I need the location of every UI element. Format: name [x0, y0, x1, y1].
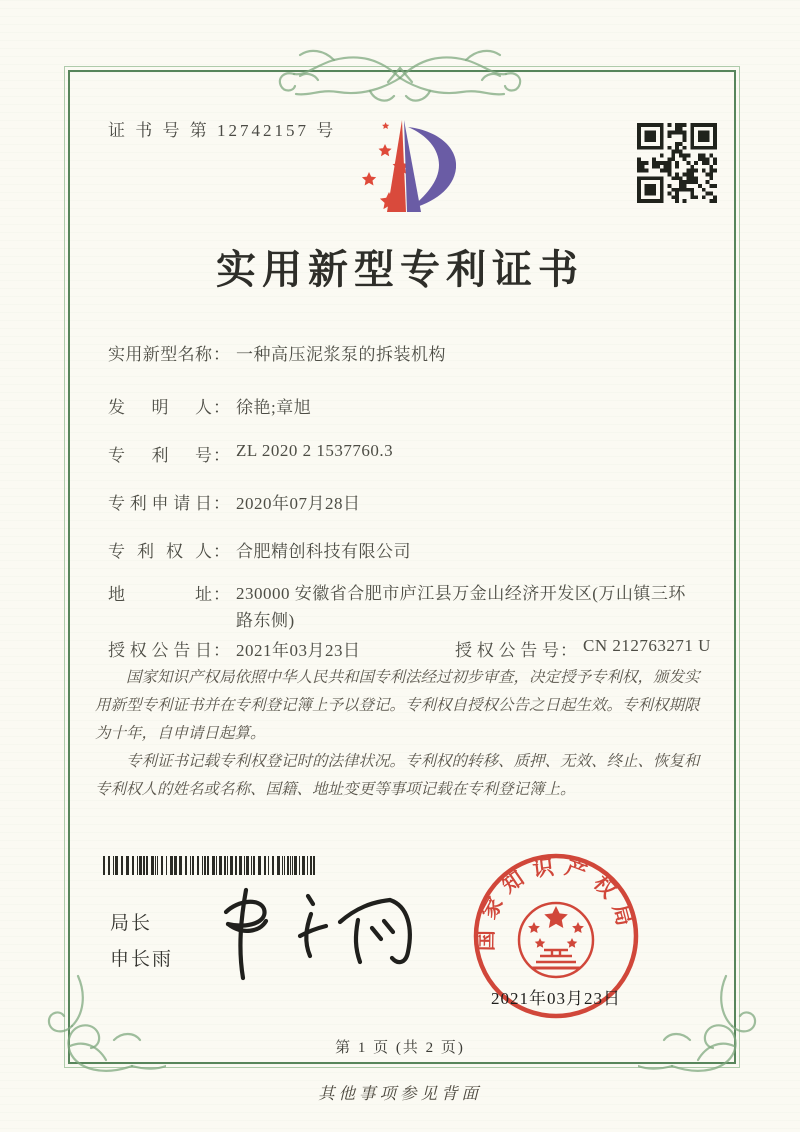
- field-value-patent-number: ZL 2020 2 1537760.3: [236, 441, 394, 460]
- field-label: 专利号: [108, 446, 212, 465]
- field-label: 授权公告号: [455, 641, 559, 660]
- signer-name: 申长雨: [110, 949, 174, 970]
- field-value-patentee: 合肥精创科技有限公司: [236, 542, 411, 561]
- field-row-invention-name: 实用新型名称： 一种高压泥浆泵的拆装机构: [108, 340, 446, 365]
- field-value-invention-name: 一种高压泥浆泵的拆装机构: [236, 345, 446, 364]
- seal-text: 国家知识产权局: [473, 854, 640, 952]
- legal-paragraph-2: 专利证书记载专利权登记时的法律状况。专利权的转移、质押、无效、终止、恢复和专利权人的姓名或名称、国籍、地址变更等事项记载在专利登记簿上。: [95, 752, 700, 798]
- qr-code: [637, 123, 717, 203]
- back-note: 其他事项参见背面: [318, 1084, 482, 1103]
- certificate-number: 证 书 号 第 12742157 号: [108, 121, 337, 140]
- field-row-patentee: 专利权人： 合肥精创科技有限公司: [108, 537, 411, 562]
- field-value-grant-number: CN 212763271 U: [583, 636, 711, 655]
- field-label: 专利申请日: [108, 494, 212, 513]
- field-label: 地址: [108, 585, 212, 604]
- page-number: 第 1 页 (共 2 页): [335, 1040, 465, 1056]
- legal-paragraph-1: 国家知识产权局依照中华人民共和国专利法经过初步审查，决定授予专利权，颁发实用新型专利证书并在专利登记簿上予以登记。专利权自授权公告之日起生效。专利权期限为十年，自申请日起算。: [95, 669, 700, 742]
- field-value-grant-date: 2021年03月23日: [236, 641, 361, 660]
- field-value-filing-date: 2020年07月28日: [236, 494, 361, 513]
- signer-title: 局长: [110, 913, 153, 934]
- field-pair-grant-number: 授权公告号： CN 212763271 U: [455, 636, 711, 660]
- field-row-inventor: 发明人： 徐艳;章旭: [108, 393, 311, 418]
- certificate-title: 实用新型专利证书: [216, 247, 584, 292]
- field-value-inventor: 徐艳;章旭: [236, 398, 312, 417]
- field-label: 专利权人: [108, 542, 212, 561]
- field-row-filing-date: 专利申请日： 2020年07月28日: [108, 489, 361, 514]
- field-value-address: 230000 安徽省合肥市庐江县万金山经济开发区(万山镇三环路东侧): [236, 584, 686, 631]
- national-emblem-icon: [519, 903, 593, 977]
- field-label: 实用新型名称: [108, 345, 212, 364]
- cnipa-logo-icon: [345, 110, 465, 240]
- field-row-patent-number: 专利号： ZL 2020 2 1537760.3: [108, 441, 394, 465]
- seal-date: 2021年03月23日: [491, 989, 621, 1008]
- field-label: 发明人: [108, 398, 212, 417]
- signature-icon: [212, 876, 422, 994]
- field-label: 授权公告日: [108, 641, 212, 660]
- field-row-address: 地址： 230000 安徽省合肥市庐江县万金山经济开发区(万山镇三环路东侧): [108, 580, 686, 634]
- legal-text: [95, 664, 709, 803]
- barcode: [103, 856, 319, 875]
- field-row-grant: 授权公告日： 2021年03月23日 授权公告号： CN 212763271 U: [108, 636, 711, 660]
